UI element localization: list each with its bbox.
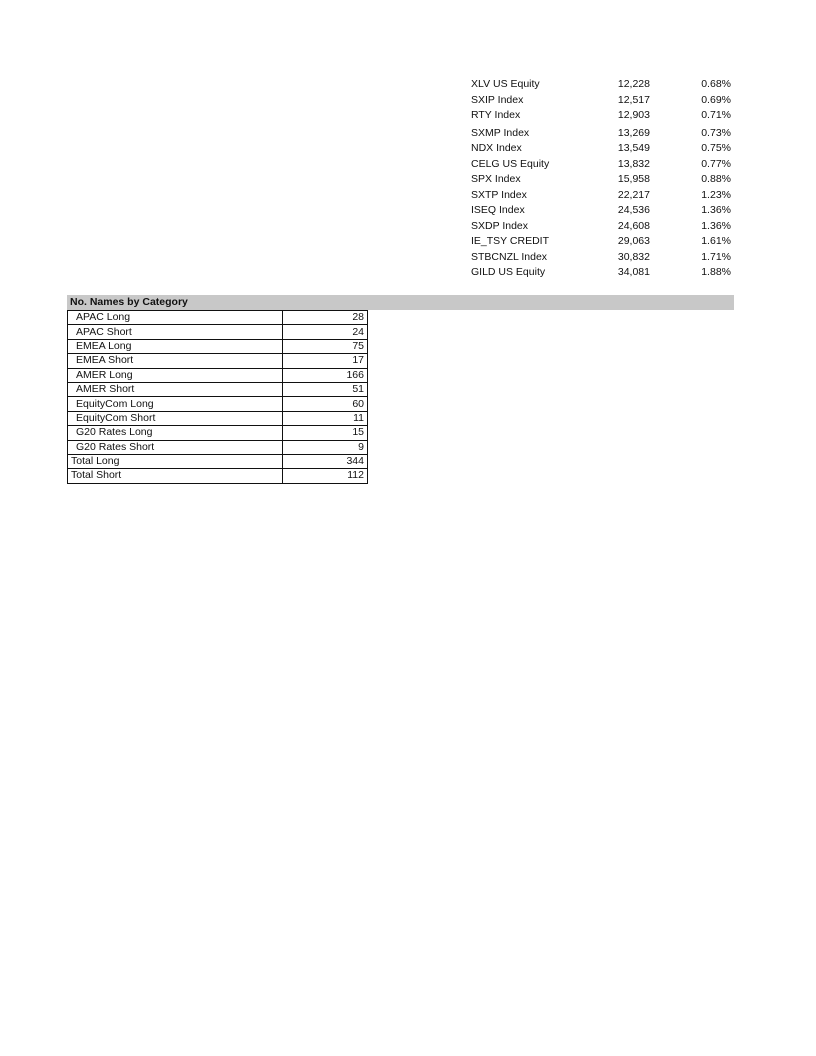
position-amount: 29,063 [617,235,650,247]
position-name: XLV US Equity [471,78,540,90]
category-label: Total Long [68,454,283,468]
category-count: 75 [283,339,368,353]
category-row [68,426,368,440]
position-amount: 22,217 [617,188,650,201]
category-row [68,440,368,454]
category-label: AMER Short [68,382,283,396]
position-name: SXDP Index [471,219,529,232]
category-label: AMER Long [68,368,283,382]
position-row [468,203,734,219]
category-count: 9 [283,440,368,454]
category-table [67,310,368,484]
position-pct: 1.36% [701,204,731,216]
position-amount: 34,081 [617,266,650,278]
position-amount: 13,549 [617,142,650,154]
category-row [68,354,368,368]
category-row [68,382,368,396]
position-name: SXIP Index [471,93,524,106]
position-row [468,157,734,173]
position-amount: 12,228 [617,78,650,90]
position-amount: 12,903 [617,109,650,121]
category-label: Total Short [68,469,283,483]
position-pct: 1.36% [701,219,731,232]
position-name: RTY Index [471,109,521,121]
category-header-band [67,295,734,310]
position-row [468,141,734,157]
position-name: CELG US Equity [471,157,550,170]
position-name: IE_TSY CREDIT [471,235,549,247]
category-label: APAC Long [68,311,283,325]
position-name: ISEQ Index [471,204,525,216]
position-name: SXTP Index [471,188,527,201]
top-positions-list [468,77,734,281]
position-amount: 24,536 [617,204,650,216]
position-name: GILD US Equity [471,266,546,278]
category-label: EquityCom Short [68,411,283,425]
category-label: EquityCom Long [68,397,283,411]
position-pct: 0.77% [701,157,731,170]
position-name: NDX Index [471,142,522,154]
position-name: STBCNZL Index [471,250,548,263]
position-row [468,77,734,93]
position-row [468,265,734,281]
position-pct: 0.69% [701,93,731,106]
position-amount: 13,832 [617,157,650,170]
position-amount: 13,269 [617,126,650,139]
category-label: EMEA Long [68,339,283,353]
category-row [68,411,368,425]
category-count: 17 [283,354,368,368]
category-count: 344 [283,454,368,468]
position-pct: 0.71% [701,109,731,121]
category-count: 11 [283,411,368,425]
position-row [468,93,734,109]
position-pct: 0.88% [701,173,731,185]
position-row [468,108,734,124]
position-row [468,250,734,266]
category-row [68,368,368,382]
position-pct: 1.23% [701,188,731,201]
category-count: 28 [283,311,368,325]
category-count: 24 [283,325,368,339]
position-row [468,126,734,142]
category-count: 166 [283,368,368,382]
position-pct: 1.71% [701,250,731,263]
position-row [468,234,734,250]
position-row [468,172,734,188]
position-amount: 24,608 [617,219,650,232]
position-name: SXMP Index [471,126,530,139]
category-title: No. Names by Category [70,296,188,308]
category-count: 112 [283,469,368,483]
position-pct: 1.61% [701,235,731,247]
category-label: G20 Rates Short [68,440,283,454]
position-pct: 1.88% [701,266,731,278]
category-row [68,325,368,339]
position-row [468,219,734,235]
position-row [468,188,734,204]
position-pct: 0.75% [701,142,731,154]
category-count: 15 [283,426,368,440]
category-row [68,469,368,483]
position-pct: 0.68% [701,78,731,90]
position-amount: 30,832 [617,250,650,263]
position-amount: 12,517 [617,93,650,106]
category-row [68,454,368,468]
category-label: G20 Rates Long [68,426,283,440]
category-count: 60 [283,397,368,411]
position-pct: 0.73% [701,126,731,139]
category-count: 51 [283,382,368,396]
category-row [68,311,368,325]
category-row [68,339,368,353]
category-label: EMEA Short [68,354,283,368]
category-row [68,397,368,411]
position-name: SPX Index [471,173,521,185]
position-amount: 15,958 [617,173,650,185]
category-label: APAC Short [68,325,283,339]
